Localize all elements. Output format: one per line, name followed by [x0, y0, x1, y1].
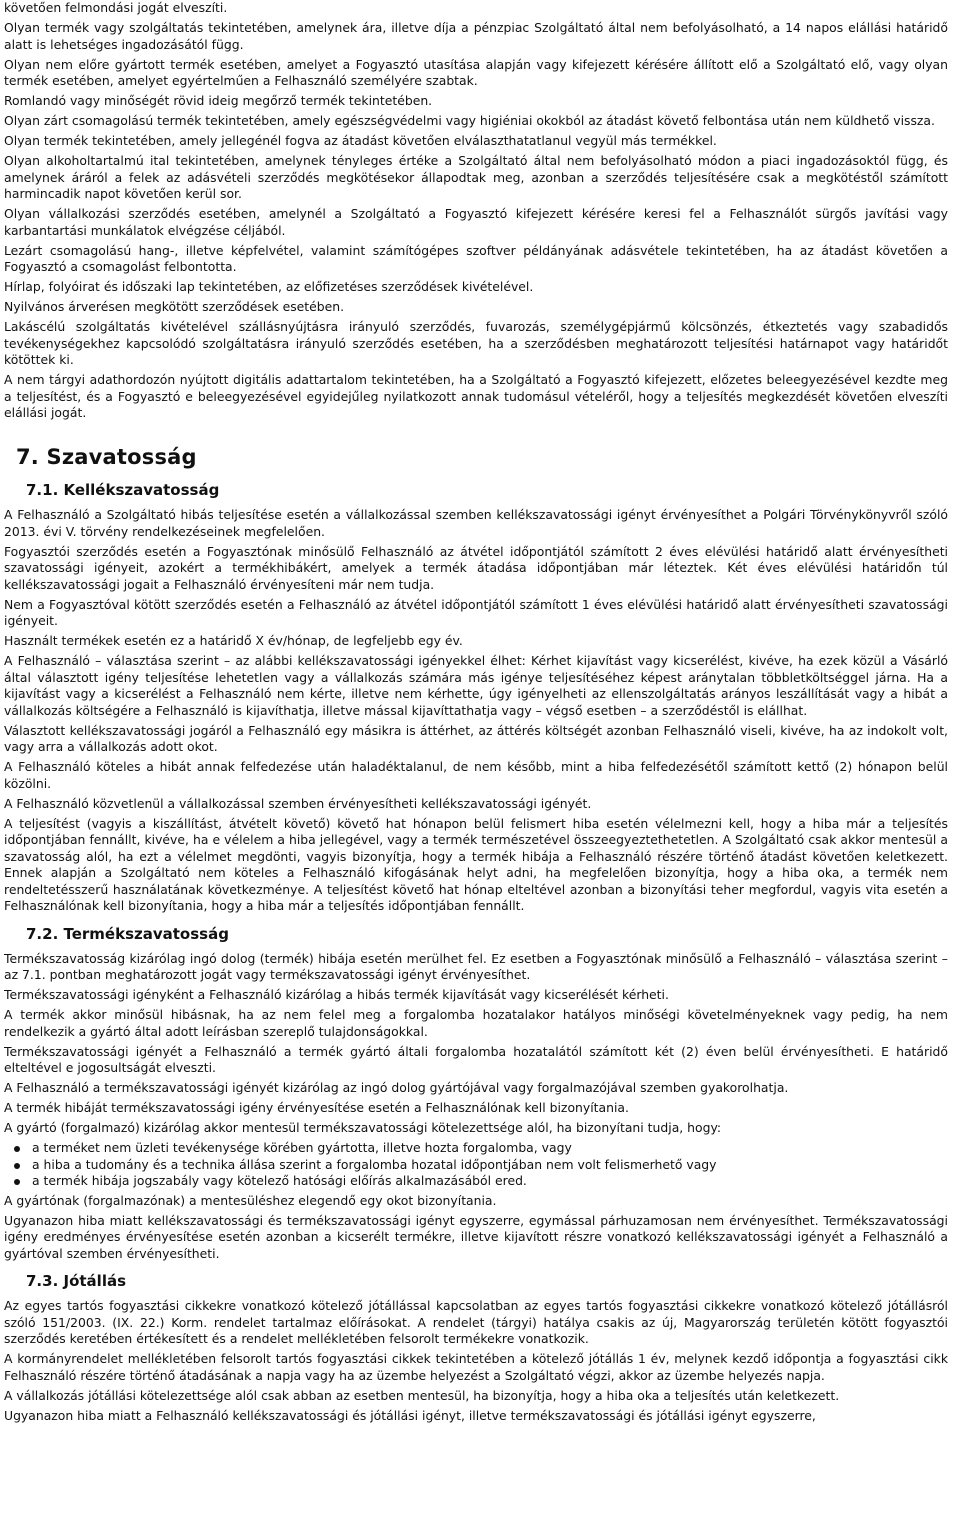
paragraph: Termékszavatossági igényként a Felhasználó kizárólag a hibás termék kijavítását vagy kicserélését kérheti.: [4, 987, 669, 1003]
paragraph: Lezárt csomagolású hang-, illetve képfelvétel, valamint számítógépes szoftver példányának adásvétele tekintetében, ha az átadást követően a Fogyasztó a csomagolást felbontotta.: [4, 242, 948, 274]
list-item: a terméket nem üzleti tevékenysége körében gyártotta, illetve hozta forgalomba, vagy: [32, 1140, 948, 1157]
paragraph: Ugyanazon hiba miatt a Felhasználó kellékszavatossági és jótállási igényt, illetve termékszavatossági és jótállási igényt egyszerre,: [4, 1407, 816, 1423]
paragraph: Ugyanazon hiba miatt kellékszavatossági és termékszavatossági igényt egyszerre, egymással párhuzamosan nem érvényesíthet. Termékszavatossági igény eredményes érvényesítése esetén azonban a kicserélt termékre, illetve kijavított részre vonatkozó kellékszavatossági igényét a Felhasználó a gyártóval szemben érvényesítheti.: [4, 1212, 948, 1261]
paragraph: Olyan nem előre gyártott termék esetében, amelyet a Fogyasztó utasítása alapján vagy kifejezett kérésére állított elő a Szolgáltató elő, vagy olyan termék esetében, amelyet egyértelműen a Felhasználó személyére szabtak.: [4, 56, 948, 88]
paragraph: Olyan termék tekintetében, amely jellegénél fogva az átadást követően elválaszthatatlanul vegyül más termékkel.: [4, 133, 717, 148]
subsection-heading-jotallas: 7.3. Jótállás: [26, 1272, 127, 1291]
kellekszavatossag-body: [4, 507, 948, 915]
paragraph: Olyan zárt csomagolású termék tekintetében, amely egészségvédelmi vagy higiéniai okokból az átadást követő felbontása után nem küldhető vissza.: [4, 113, 935, 128]
section-heading-szavatossag: 7. Szavatosság: [16, 444, 197, 469]
paragraph: A gyártó (forgalmazó) kizárólag akkor mentesül termékszavatossági kötelezettsége alól, ha bizonyítani tudja, hogy:: [4, 1120, 722, 1136]
paragraph: Termékszavatossági igényét a Felhasználó a termék gyártó általi forgalomba hozatalától számított két (2) éven belül érvényesítheti. E határidő elteltével e jogosultságát elveszti.: [4, 1043, 948, 1076]
subsection-heading-termekszavatossag: 7.2. Termékszavatosság: [26, 924, 229, 943]
paragraph: Választott kellékszavatossági jogáról a Felhasználó egy másikra is áttérhet, az áttérés költségét azonban Felhasználó viseli, kivéve, ha az indokolt volt, vagy arra a vállalkozás adott okot.: [4, 722, 948, 755]
subsection-heading-kellekszavatossag: 7.1. Kellékszavatosság: [26, 481, 220, 500]
paragraph: A teljesítést (vagyis a kiszállítást, átvételt követő) követő hat hónapon belül felismert hiba esetén vélelmezni kell, hogy a hiba már a teljesítés időpontjában fennállt, kivéve, ha e vélelem a hiba jellegével, vagy a termék természetével összeegyeztethetetlen. A Szolgáltató csak akkor mentesül a szavatosság alól, ha ezt a vélelmet megdönti, vagyis bizonyítja, hogy a termék hibája a Felhasználó részére történő átadást követően keletkezett. Ennek alapján a Szolgáltató nem köteles a Felhasználó kifogásának helyt adni, ha megfelelően bizonyítja, hogy a hiba oka, a termék nem rendeltetésszerű használatának következménye. A teljesítést követő hat hónap elteltével azonban a bizonyítási teher megfordul, vagyis vita esetén a Felhasználónak kell bizonyítania, hogy a hiba már a teljesítés időpontjában fennállt.: [4, 815, 948, 914]
paragraph: A Felhasználó közvetlenül a vállalkozással szemben érvényesítheti kellékszavatossági igényét.: [4, 795, 592, 811]
paragraph: A kormányrendelet mellékletében felsorolt tartós fogyasztási cikkek tekintetében a kötelező jótállás 1 év, melynek kezdő időpontja a fogyasztási cikk Felhasználó részére történő átadásának a napja vagy ha az üzembe helyezést a Szolgáltató végzi, akkor az üzembe helyezés napja.: [4, 1351, 948, 1383]
termekszavatossag-body: [4, 951, 948, 1263]
paragraph: Termékszavatosság kizárólag ingó dolog (termék) hibája esetén merülhet fel. Ez esetben a Fogyasztónak minősülő a Felhasználó – választása szerint – az 7.1. pontban meghatározott jogát vagy termékszavatossági igényt érvényesíthet.: [4, 950, 948, 983]
list-item: a hiba a tudomány és a technika állása szerint a forgalomba hozatal időpontjában nem volt felismerhető vagy: [32, 1157, 948, 1174]
paragraph: A Felhasználó a Szolgáltató hibás teljesítése esetén a vállalkozással szemben kellékszavatossági igényt érvényesíthet a Polgári Törvénykönyvről szóló 2013. évi V. törvény rendelkezéseinek megfelelően.: [4, 507, 948, 539]
paragraph: A termék akkor minősül hibásnak, ha az nem felel meg a forgalomba hozatalakor hatályos minőségi követelményeknek vagy pedig, ha nem rendelkezik a gyártó által adott leírásban szereplő tulajdonságokkal.: [4, 1007, 948, 1039]
paragraph: A nem tárgyi adathordozón nyújtott digitális adattartalom tekintetében, ha a Szolgáltató a Fogyasztó kifejezett, előzetes beleegyezésével kezdte meg a teljesítést, és a Fogyasztó e beleegyezésével egyidejűleg nyilatkozott annak tudomásul vételéről, hogy a teljesítés megkezdését követően elveszíti elállási jogát.: [4, 372, 948, 420]
paragraph: Nem a Fogyasztóval kötött szerződés esetén a Felhasználó az átvétel időpontjától számított 1 éves elévülési határidő alatt érvényesítheti szavatossági igényeit.: [4, 596, 948, 629]
paragraph: A vállalkozás jótállási kötelezettsége alól csak abban az esetben mentesül, ha bizonyítja, hogy a hiba oka a teljesítés után keletkezett.: [4, 1387, 840, 1403]
paragraph: Használt termékek esetén ez a határidő X év/hónap, de legfeljebb egy év.: [4, 633, 463, 649]
paragraph: Fogyasztói szerződés esetén a Fogyasztónak minősülő Felhasználó az átvétel időpontjától számított 2 éves elévülési határidő alatt érvényesítheti szavatossági igényeit, azokért a termékhibákért, amelyek a termék átadása időpontjában már léteztek. Két éves elévülési határidőn túl kellékszavatossági jogait a Felhasználó érvényesíteni már nem tudja.: [4, 543, 948, 592]
exceptions-list: [4, 0, 948, 422]
paragraph: Olyan vállalkozási szerződés esetében, amelynél a Szolgáltató a Fogyasztó kifejezett kérésére keresi fel a Felhasználót sürgős javítási vagy karbantartási munkálatok elvégzése céljából.: [4, 206, 948, 238]
paragraph: Hírlap, folyóirat és időszaki lap tekintetében, az előfizetéses szerződések kivételével.: [4, 279, 534, 294]
paragraph: Lakáscélú szolgáltatás kivételével szállásnyújtásra irányuló szerződés, fuvarozás, személygépjármű kölcsönzés, étkeztetés vagy szabadidős tevékenységekhez kapcsolódó szolgáltatásra irányuló szerződés esetében, ha a szerződésben meghatározott teljesítési határnapot vagy határidőt kötöttek ki.: [4, 319, 948, 367]
jotallas-body: [4, 1298, 948, 1424]
paragraph: A termék hibáját termékszavatossági igény érvényesítése esetén a Felhasználónak kell bizonyítania.: [4, 1100, 629, 1116]
paragraph: Olyan alkoholtartalmú ital tekintetében, amelynek tényleges értéke a Szolgáltató által nem befolyásolható módon a piaci ingadozásoktól függ, és amelynek áráról a felek az adásvételi szerződés megkötésekor állapodtak meg, azonban a szerződés teljesítésére csak a megkötéstől számított harmincadik napot követően kerül sor.: [4, 153, 948, 201]
paragraph: A Felhasználó – választása szerint – az alábbi kellékszavatossági igényekkel élhet: Kérhet kijavítást vagy kicserélést, kivéve, ha ezek közül a Vásárló által választott igény teljesítése lehetetlen vagy a vállalkozás számára más igénye teljesítéséhez képest aránytalan többletköltséggel járna. Ha a kijavítást vagy a kicserélést a Felhasználó nem kérte, illetve nem kérhette, úgy igényelheti az ellenszolgáltatás arányos leszállítását vagy a hibát a vállalkozás költségére a Felhasználó is kijavíthatja, illetve mással kijavíttathatja vagy – végső esetben – a szerződéstől is elállhat.: [4, 653, 948, 718]
paragraph: Olyan termék vagy szolgáltatás tekintetében, amelynek ára, illetve díja a pénzpiac Szolgáltató által nem befolyásolható, a 14 napos elállási határidő alatt is lehetséges ingadozásától függ.: [4, 20, 948, 52]
paragraph: Nyilvános árverésen megkötött szerződések esetében.: [4, 299, 345, 314]
paragraph: A Felhasználó köteles a hibát annak felfedezése után haladéktalanul, de nem később, mint a hiba felfedezésétől számított kettő (2) hónapon belül közölni.: [4, 759, 948, 791]
paragraph: A Felhasználó a termékszavatossági igényét kizárólag az ingó dolog gyártójával vagy forgalmazójával szemben gyakorolhatja.: [4, 1080, 789, 1096]
paragraph: Az egyes tartós fogyasztási cikkekre vonatkozó kötelező jótállással kapcsolatban az egyes tartós fogyasztási cikkekre vonatkozó kötelező jótállásról szóló 151/2003. (IX. 22.) Korm. rendelet tartalmaz előírásokat. A rendelet (tárgyi) hatálya csakis az új, Magyarország területén kötött fogyasztói szerződés keretében értékesített és a rendelet mellékletében felsorolt termékekre vonatkozik.: [4, 1298, 948, 1347]
list-item: a termék hibája jogszabály vagy kötelező hatósági előírás alkalmazásából ered.: [32, 1173, 948, 1190]
paragraph: A gyártónak (forgalmazónak) a mentesüléshez elegendő egy okot bizonyítania.: [4, 1192, 497, 1208]
paragraph: Romlandó vagy minőségét rövid ideig megőrző termék tekintetében.: [4, 93, 433, 108]
paragraph: követően felmondási jogát elveszíti.: [4, 0, 228, 15]
exemption-bullet-list: [4, 1140, 948, 1190]
